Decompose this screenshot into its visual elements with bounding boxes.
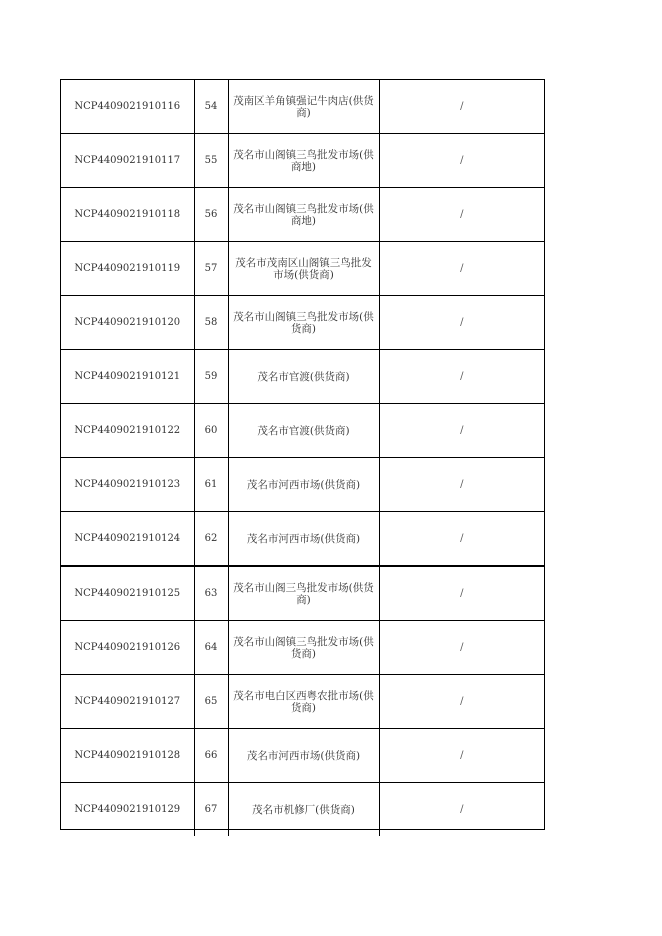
sequence-cell: 62 [194, 512, 228, 567]
table-row [61, 783, 544, 837]
sequence-cell: 63 [194, 566, 228, 621]
sample-id-cell: NCP4409021910129 [61, 783, 194, 837]
extra-cell: / [379, 566, 544, 621]
table-row [61, 296, 544, 350]
extra-cell: / [379, 350, 544, 404]
table-row [61, 512, 544, 567]
table-row [61, 729, 544, 783]
supplier-cell: 茂名市山阁三鸟批发市场(供货商) [228, 566, 379, 621]
sequence-cell: 61 [194, 458, 228, 512]
table-row [61, 566, 544, 621]
supplier-cell: 茂名市电白区西粤农批市场(供货商) [228, 675, 379, 729]
table-row [61, 242, 544, 296]
sequence-cell: 58 [194, 296, 228, 350]
extra-cell: / [379, 296, 544, 350]
supplier-cell: 茂名市官渡(供货商) [228, 404, 379, 458]
supplier-cell: 茂名市河西市场(供货商) [228, 458, 379, 512]
table-row [61, 458, 544, 512]
sample-id-cell: NCP4409021910118 [61, 188, 194, 242]
sequence-cell: 66 [194, 729, 228, 783]
extra-cell: / [379, 458, 544, 512]
sample-id-cell: NCP4409021910117 [61, 134, 194, 188]
sample-id-cell: NCP4409021910116 [61, 80, 194, 134]
data-table-sheet [60, 79, 545, 830]
extra-cell: / [379, 729, 544, 783]
sequence-cell: 54 [194, 80, 228, 134]
supplier-cell: 茂名市河西市场(供货商) [228, 512, 379, 567]
supplier-cell: 茂名市山阁镇三鸟批发市场(供货商) [228, 296, 379, 350]
supplier-cell: 茂南区羊角镇强记牛肉店(供货商) [228, 80, 379, 134]
table-row [61, 404, 544, 458]
sample-id-cell: NCP4409021910127 [61, 675, 194, 729]
sample-id-cell: NCP4409021910123 [61, 458, 194, 512]
supplier-cell: 茂名市官渡(供货商) [228, 350, 379, 404]
sequence-cell: 59 [194, 350, 228, 404]
sequence-cell: 57 [194, 242, 228, 296]
sequence-cell: 55 [194, 134, 228, 188]
extra-cell: / [379, 512, 544, 567]
data-table [61, 80, 544, 836]
extra-cell: / [379, 80, 544, 134]
sequence-cell: 56 [194, 188, 228, 242]
sequence-cell: 67 [194, 783, 228, 837]
table-row [61, 188, 544, 242]
supplier-cell: 茂名市山阁镇三鸟批发市场(供商地) [228, 188, 379, 242]
sample-id-cell: NCP4409021910124 [61, 512, 194, 567]
sample-id-cell: NCP4409021910119 [61, 242, 194, 296]
extra-cell: / [379, 783, 544, 837]
supplier-cell: 茂名市山阁镇三鸟批发市场(供商地) [228, 134, 379, 188]
supplier-cell: 茂名市机修厂(供货商) [228, 783, 379, 837]
sample-id-cell: NCP4409021910120 [61, 296, 194, 350]
extra-cell: / [379, 404, 544, 458]
sample-id-cell: NCP4409021910122 [61, 404, 194, 458]
sequence-cell: 60 [194, 404, 228, 458]
sequence-cell: 64 [194, 621, 228, 675]
extra-cell: / [379, 675, 544, 729]
table-row [61, 350, 544, 404]
sequence-cell: 65 [194, 675, 228, 729]
sample-id-cell: NCP4409021910125 [61, 566, 194, 621]
table-row [61, 621, 544, 675]
table-row [61, 80, 544, 134]
sample-id-cell: NCP4409021910121 [61, 350, 194, 404]
table-row [61, 134, 544, 188]
supplier-cell: 茂名市河西市场(供货商) [228, 729, 379, 783]
extra-cell: / [379, 621, 544, 675]
sample-id-cell: NCP4409021910126 [61, 621, 194, 675]
extra-cell: / [379, 242, 544, 296]
extra-cell: / [379, 134, 544, 188]
extra-cell: / [379, 188, 544, 242]
table-row [61, 675, 544, 729]
supplier-cell: 茂名市山阁镇三鸟批发市场(供货商) [228, 621, 379, 675]
sample-id-cell: NCP4409021910128 [61, 729, 194, 783]
supplier-cell: 茂名市茂南区山阁镇三鸟批发市场(供货商) [228, 242, 379, 296]
